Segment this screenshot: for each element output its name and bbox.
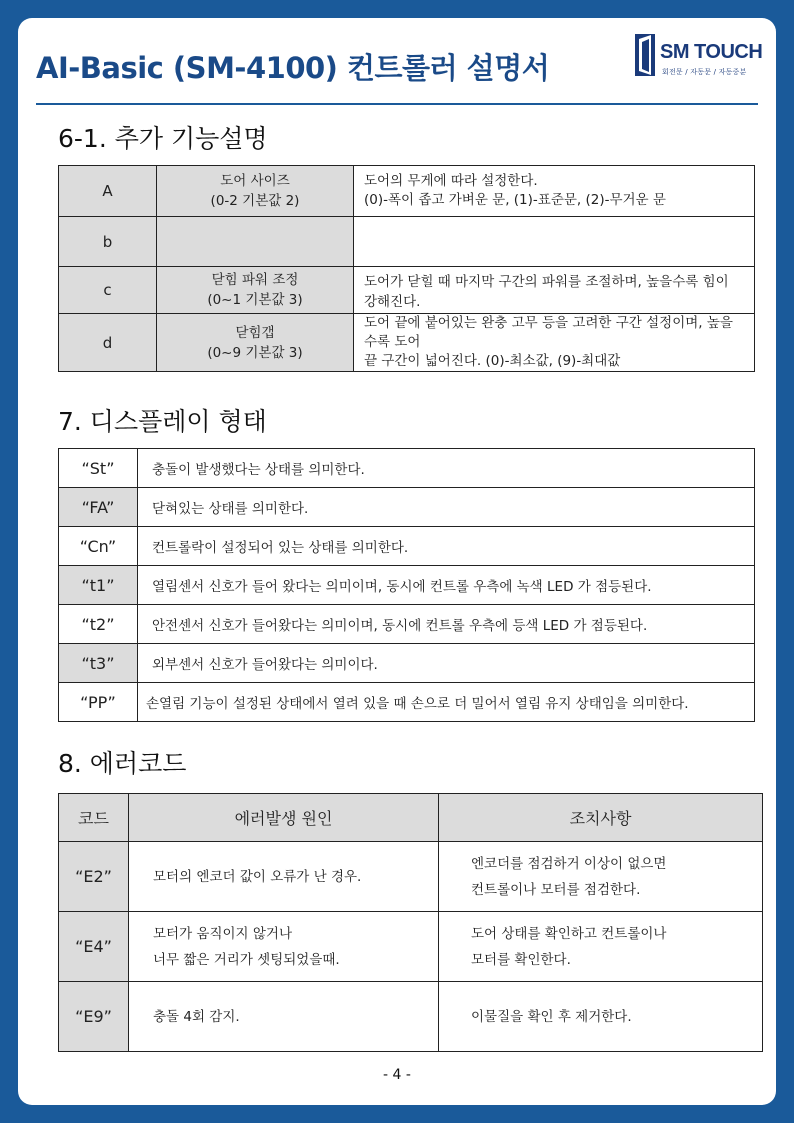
- row-description: 도어가 닫힐 때 마지막 구간의 파워를 조절하며, 높을수록 힘이 강해진다.: [354, 267, 755, 314]
- table-row: [59, 566, 755, 605]
- display-description: 열림센서 신호가 들어 왔다는 의미이며, 동시에 컨트롤 우측에 녹색 LED 가 점등된다.: [138, 566, 755, 605]
- error-code: “E4”: [59, 912, 129, 982]
- display-code: “FA”: [59, 488, 138, 527]
- table-row: [59, 644, 755, 683]
- table-row: [59, 449, 755, 488]
- section-8-heading: 8. 에러코드: [58, 749, 187, 778]
- row-name: 닫힘갭 (0~9 기본값 3): [157, 314, 354, 372]
- door-logo-icon: [634, 33, 656, 77]
- row-description: 도어 끝에 붙어있는 완충 고무 등을 고려한 구간 설정이며, 높을수록 도어 끝 구간이 넓어진다. (0)-최소값, (9)-최대값: [354, 314, 755, 372]
- table-header-row: [59, 794, 763, 842]
- display-table: [58, 448, 755, 722]
- table-row: [59, 217, 755, 267]
- display-code: “PP”: [59, 683, 138, 722]
- row-key: b: [59, 217, 157, 267]
- table-row: [59, 488, 755, 527]
- error-code: “E9”: [59, 982, 129, 1052]
- display-description: 충돌이 발생했다는 상태를 의미한다.: [138, 449, 755, 488]
- error-cause: 모터의 엔코더 값이 오류가 난 경우.: [129, 842, 439, 912]
- section-6-1-heading: 6-1. 추가 기능설명: [58, 124, 268, 153]
- document-page: [18, 18, 776, 1105]
- header-cause: 에러발생 원인: [129, 794, 439, 842]
- error-action: 엔코더를 점검하거 이상이 없으면 컨트롤이나 모터를 점검한다.: [439, 842, 763, 912]
- row-name: 닫힘 파워 조정 (0~1 기본값 3): [157, 267, 354, 314]
- error-action: 이물질을 확인 후 제거한다.: [439, 982, 763, 1052]
- table-row: [59, 982, 763, 1052]
- display-code: “t1”: [59, 566, 138, 605]
- row-name: 도어 사이즈 (0-2 기본값 2): [157, 166, 354, 217]
- row-name: [157, 217, 354, 267]
- error-code: “E2”: [59, 842, 129, 912]
- display-description: 컨트롤락이 설정되어 있는 상태를 의미한다.: [138, 527, 755, 566]
- header-action: 조치사항: [439, 794, 763, 842]
- table-row: [59, 605, 755, 644]
- error-code-table: [58, 793, 763, 1052]
- display-code: “t3”: [59, 644, 138, 683]
- display-description: 안전센서 신호가 들어왔다는 의미이며, 동시에 컨트롤 우측에 등색 LED 가 점등된다.: [138, 605, 755, 644]
- table-row: [59, 683, 755, 722]
- display-description: 닫혀있는 상태를 의미한다.: [138, 488, 755, 527]
- row-description: [354, 217, 755, 267]
- row-description: 도어의 무게에 따라 설정한다. (0)-폭이 좁고 가벼운 문, (1)-표준문, (2)-무거운 문: [354, 166, 755, 217]
- row-key: c: [59, 267, 157, 314]
- table-row: [59, 314, 755, 372]
- company-logo: [634, 29, 763, 85]
- document-title: AI-Basic (SM-4100) 컨트롤러 설명서: [36, 51, 550, 85]
- display-description: 외부센서 신호가 들어왔다는 의미이다.: [138, 644, 755, 683]
- row-key: d: [59, 314, 157, 372]
- display-description: 손열림 기능이 설정된 상태에서 열려 있을 때 손으로 더 밀어서 열림 유지 상태임을 의미한다.: [138, 683, 755, 722]
- section-7-heading: 7. 디스플레이 형태: [58, 407, 267, 436]
- row-key: A: [59, 166, 157, 217]
- header-code: 코드: [59, 794, 129, 842]
- feature-table: [58, 165, 755, 372]
- table-row: [59, 527, 755, 566]
- display-code: “t2”: [59, 605, 138, 644]
- error-cause: 모터가 움직이지 않거나 너무 짧은 거리가 셋팅되었을때.: [129, 912, 439, 982]
- logo-brand-text: SM TOUCH: [660, 41, 763, 63]
- table-row: [59, 166, 755, 217]
- display-code: “Cn”: [59, 527, 138, 566]
- display-code: “St”: [59, 449, 138, 488]
- title-divider: [36, 103, 758, 105]
- table-row: [59, 842, 763, 912]
- page-number: - 4 -: [383, 1067, 411, 1083]
- table-row: [59, 912, 763, 982]
- error-cause: 충돌 4회 감지.: [129, 982, 439, 1052]
- logo-subtitle: 회전문 / 자동문 / 자동중분: [662, 68, 747, 76]
- error-action: 도어 상태를 확인하고 컨트롤이나 모터를 확인한다.: [439, 912, 763, 982]
- table-row: [59, 267, 755, 314]
